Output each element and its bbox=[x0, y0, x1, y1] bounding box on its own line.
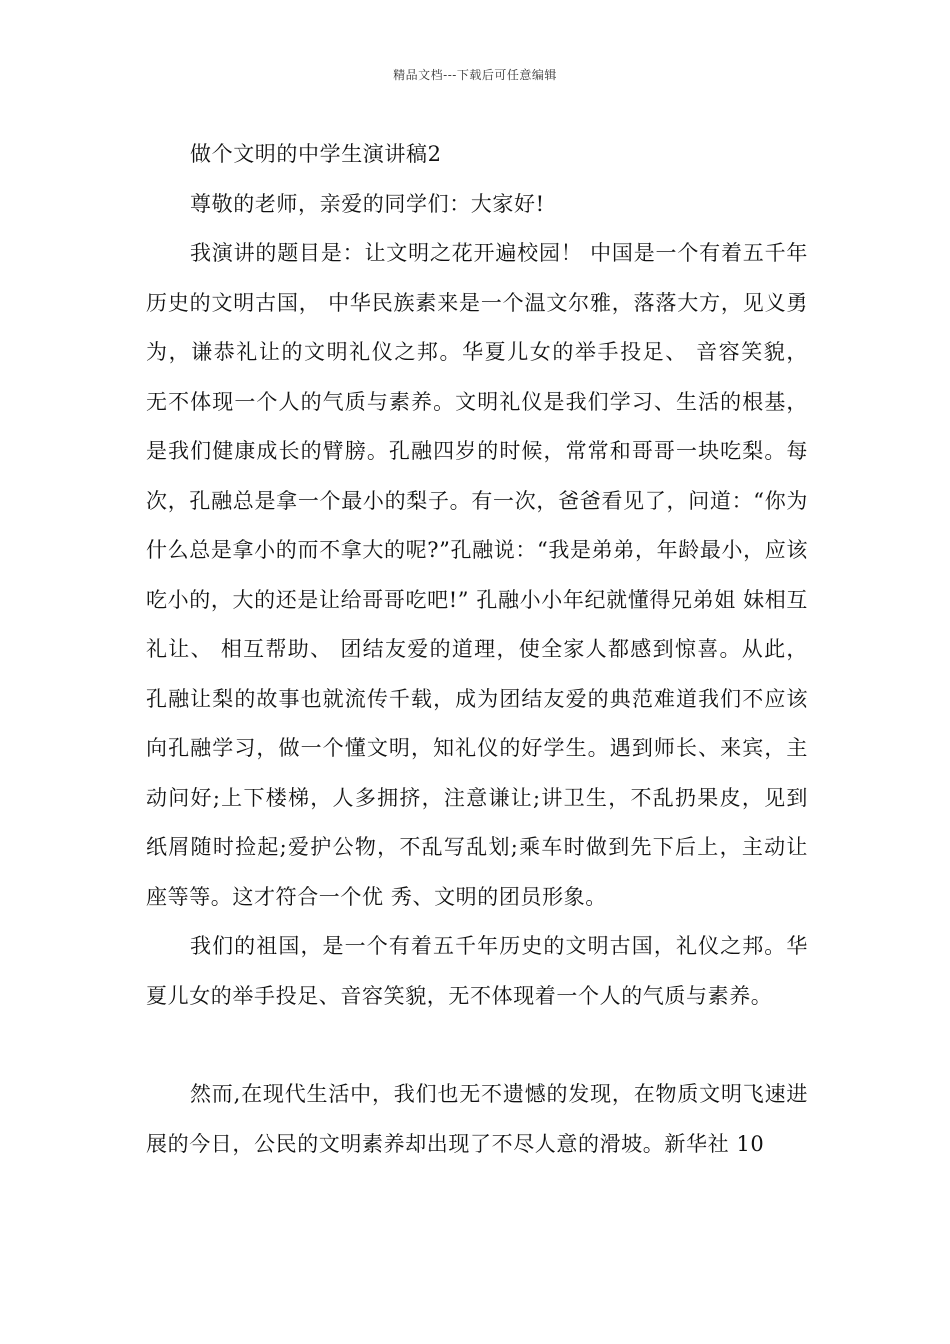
document-title: 做个文明的中学生演讲稿2 bbox=[190, 142, 442, 166]
body-paragraph-1: 我演讲的题目是：让文明之花开遍校园！ 中国是一个有着五千年历史的文明古国， 中华民族素来是一个温文尔雅，落落大方，见义勇为，谦恭礼让的文明礼仪之邦。华夏儿女的举手投足、 音容笑貌， 无不体现一个人的气质与素养。文明礼仪是我们学习、生活的根基，是我们健康成长的臂膀。孔融四岁的时候，常常和哥哥一块吃梨。每次，孔融总是拿一个最小的梨子。有一次，爸爸看见了，问道：“你为什么总是拿小的而不拿大的呢?”孔融说：“我是弟弟，年龄最小，应该吃小的，大的还是让给哥哥吃吧!” 孔融小小年纪就懂得兄弟姐 妹相互礼让、 相互帮助、 团结友爱的道理，使全家人都感到惊喜。从此，孔融让梨的故事也就流传千载，成为团结友爱的典范难道我们不应该向孔融学习，做一个懂文明，知礼仪的好学生。遇到师长、来宾，主动问好;上下楼梯，人多拥挤，注意谦让;讲卫生，不乱扔果皮，见到纸屑随时捡起;爱护公物，不乱写乱划;乘车时做到先下后上，主动让座等等。这才符合一个优 秀、文明的团员形象。 bbox=[146, 241, 808, 909]
body-paragraph-3: 然而,在现代生活中，我们也无不遗憾的发现，在物质文明飞速进展的今日，公民的文明素养却出现了不尽人意的滑坡。新华社 10 bbox=[146, 1082, 808, 1156]
body-paragraph-2: 我们的祖国，是一个有着五千年历史的文明古国，礼仪之邦。华夏儿女的举手投足、音容笑貌，无不体现着一个人的气质与素养。 bbox=[146, 934, 808, 1008]
document-body bbox=[146, 130, 808, 1169]
greeting-paragraph: 尊敬的老师，亲爱的同学们：大家好! bbox=[190, 191, 545, 216]
page-header: 精品文档---下载后可任意编辑 bbox=[393, 68, 557, 82]
